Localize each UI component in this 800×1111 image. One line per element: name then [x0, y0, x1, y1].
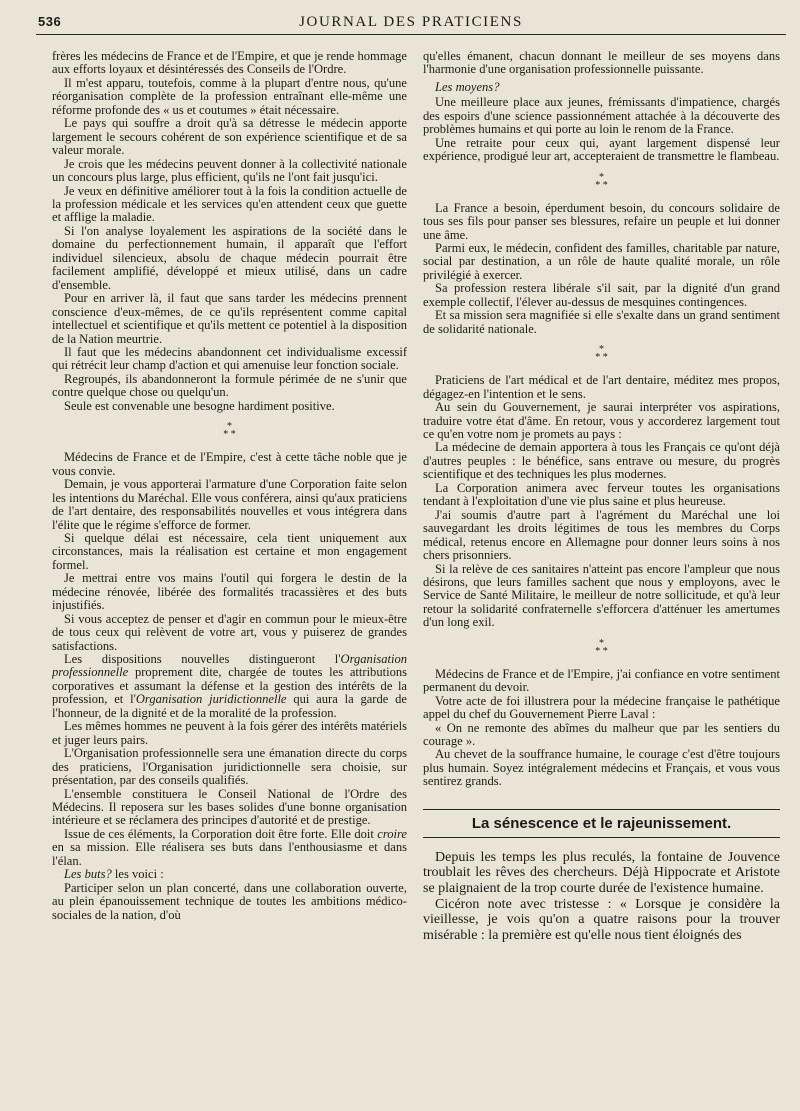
paragraph — [52, 653, 407, 720]
separator-stars: * * — [595, 352, 608, 364]
paragraph: Il m'est apparu, toutefois, comme à la plupart d'entre nous, qu'une réorganisation complète de la profession entraînant elle-même une réforme profonde des « us et coutumes » était nécessaire. — [52, 75, 407, 117]
paragraph: frères les médecins de France et de l'Empire, et que je rende hommage aux efforts loyaux et désintéressés des Conseils de l'Ordre. — [52, 50, 407, 77]
paragraph: Si la relève de ces sanitaires n'atteint pas encore l'ampleur que nous désirons, que leurs familles sachent que nous y employons, avec le Service de Santé Militaire, le meilleur de notre sollicitude, et qu'à leur retour la solidarité confraternelle s'efforcera d'atténuer les amertumes d'un long exil. — [423, 561, 780, 630]
paragraph: qu'elles émanent, chacun donnant le meilleur de ses moyens dans l'harmonie d'une organisation professionnelle puissante. — [423, 50, 780, 77]
subheading: Les moyens? — [435, 79, 500, 94]
emphasis: Organisation professionnelle — [52, 652, 407, 680]
paragraph: L'Organisation professionnelle sera une émanation directe du corps des praticiens, l'Organisation juridictionnelle sera choisie, sur présentation, par des conseils qualifiés. — [52, 746, 407, 788]
right-column — [423, 50, 780, 1103]
separator-stars: * * — [595, 179, 608, 191]
text-run: les voici : — [111, 867, 164, 882]
paragraph — [52, 828, 407, 868]
separator-star: * — [599, 637, 604, 649]
emphasis: croire — [377, 826, 407, 841]
emphasis: Les buts? — [64, 867, 112, 882]
paragraph: Au chevet de la souffrance humaine, le courage c'est d'être toujours plus humain. Soyez intégralement médecins et Français, et vous vous sentirez grands. — [423, 747, 780, 789]
journal-title: JOURNAL DES PRATICIENS — [299, 14, 523, 30]
separator-star: * — [599, 171, 604, 183]
paragraph: Au sein du Gouvernement, je saurai interpréter vos aspirations, traduire votre état d'âme. En retour, vous y accorderez largement tout ce qu'en votre nom je promets au pays : — [423, 400, 780, 441]
separator-stars: * * — [223, 429, 236, 441]
paragraph: Médecins de France et de l'Empire, c'est à cette tâche noble que je vous convie. — [52, 450, 407, 478]
article-title: La sénescence et le rajeunissement. — [423, 809, 780, 838]
emphasis: Organisation juridictionnelle — [135, 692, 287, 707]
paragraph: Regroupés, ils abandonneront la formule périmée de ne s'unir que contre quelque chose ou quelqu'un. — [52, 371, 407, 400]
paragraph: Depuis les temps les plus reculés, la fontaine de Jouvence troublait les rêves des chercheurs. Déjà Hippocrate et Aristote se plaignaient de la trop courte durée de l'existence humaine. — [423, 849, 780, 897]
page-number: 536 — [38, 14, 62, 29]
paragraph: Si l'on analyse loyalement les aspirations de la société dans le domaine du perfectionnement humain, il apparaît que l'effort individuel silencieux, absolu de chaque médecin pourrait être facilement amplifié, développé et mieux utilisé, dans un cadre d'ensemble. — [52, 223, 407, 292]
paragraph: « On ne remonte des abîmes du malheur que par les sentiers du courage ». — [423, 720, 780, 749]
paragraph: Cicéron note avec tristesse : « Lorsque je considère la vieillesse, je vois qu'on a quatre raisons pour la trouver misérable : la première est qu'elle nous tient éloignés des — [423, 896, 780, 943]
text-run: Issue de ces éléments, la Corporation doit être forte. Elle doit — [64, 826, 378, 841]
paragraph: Je crois que les médecins peuvent donner à la collectivité nationale un concours plus large, plus efficient, qu'ils ne l'ont fait jusqu'ici. — [52, 156, 407, 185]
paragraph: La médecine de demain apportera à tous les Français ce qu'ont déjà d'autres peuples : le bénéfice, sans entrave ou mesure, du progrès scientifique et des techniques les plus modernes. — [423, 440, 780, 482]
paragraph: Votre acte de foi illustrera pour la médecine française le pathétique appel du chef du Gouvernement Pierre Laval : — [423, 693, 780, 722]
paragraph: Parmi eux, le médecin, confident des familles, charitable par nature, social par destination, a un rôle de haute qualité morale, un rôle privilégié à exercer. — [423, 240, 780, 282]
paragraph: Praticiens de l'art médical et de l'art dentaire, méditez mes propos, dégagez-en l'intention et le sens. — [423, 373, 780, 401]
paragraph: Demain, je vous apporterai l'armature d'une Corporation faite selon les intentions du Maréchal. Elle vous conférera, ainsi qu'aux praticiens de l'art dentaire, des responsabilités nouvelles et vous intégrera dans l'élite que le régime s'efforce de former. — [52, 477, 407, 532]
text-run: proprement dite, chargée de toutes les attributions corporatives et assumant la défense et la gestion des intérêts de la profession, et l' — [52, 665, 407, 707]
section-separator — [52, 423, 407, 439]
text-run: en sa mission. Elle réalisera ses buts dans l'enthousiasme et dans l'élan. — [52, 840, 407, 868]
paragraph — [52, 868, 407, 881]
paragraph: Participer selon un plan concerté, dans une collaboration ouverte, au plein épanouissement technique de toutes les ambitions médico-sociales de la nation, d'où — [52, 880, 407, 922]
paragraph: L'ensemble constituera le Conseil National de l'Ordre des Médecins. Il reposera sur les bases solides d'une bonne organisation intérieure et se réclamera des principes d'autorité et de prestige. — [52, 786, 407, 828]
paragraph: Je veux en définitive améliorer tout à la fois la condition actuelle de la profession médicale et les services qu'en attendent ceux que guette et afflige la maladie. — [52, 183, 407, 225]
paragraph: J'ai soumis d'autre part à l'agrément du Maréchal une loi sauvegardant les droits légitimes de tous les membres du Corps médical, retenus encore en Allemagne pour donner leurs soins à nos chers prisonniers. — [423, 507, 780, 563]
paragraph: La Corporation animera avec ferveur toutes les organisations tendant à l'exploitation d'une vie plus saine et plus heureuse. — [423, 480, 780, 509]
paragraph: Et sa mission sera magnifiée si elle s'exalte dans un grand sentiment de solidarité nationale. — [423, 308, 780, 336]
paragraph: Médecins de France et de l'Empire, j'ai confiance en votre sentiment permanent du devoir. — [423, 666, 780, 695]
paragraph: Le pays qui souffre a droit qu'à sa détresse le médecin apporte largement le secours cohérent de son expérience scientifique et de sa valeur morale. — [52, 116, 407, 158]
left-column — [52, 50, 407, 1103]
section-separator — [423, 346, 780, 362]
separator-stars: * * — [595, 645, 608, 657]
paragraph: Il faut que les médecins abandonnent cet individualisme excessif qui rétrécit leur champ d'action et qui amenuise leur fonction sociale. — [52, 344, 407, 373]
paragraph: Si vous acceptez de penser et d'agir en commun pour le mieux-être de tous ceux qui relèvent de votre art, vous y puiserez de grandes satisfactions. — [52, 611, 407, 653]
text-run: Les dispositions nouvelles distingueront l' — [64, 652, 341, 667]
paragraph: Seule est convenable une besogne hardiment positive. — [64, 398, 335, 413]
paragraph: La France a besoin, éperdument besoin, du concours solidaire de tous ses fils pour panser ses blessures, refaire un peuple et lui donner une âme. — [423, 200, 780, 242]
paragraph: Sa profession restera libérale s'il sait, par la dignité d'un grand exemple collectif, l'élever au-dessus de mesquines contingences. — [423, 281, 780, 309]
separator-star: * — [599, 344, 604, 356]
paragraph: Une meilleure place aux jeunes, frémissants d'impatience, chargés des espoirs d'une science passionnément attachée à la découverte des problèmes humains et qui porte au loin le renom de la France. — [423, 95, 780, 137]
paragraph: Si quelque délai est nécessaire, cela tient uniquement aux circonstances, mais la réalisation est certaine et mon engagement formel. — [52, 530, 407, 572]
paragraph: Une retraite pour ceux qui, ayant largement dispensé leur expérience, prodigué leur art, accepteraient de transmettre le flambeau. — [423, 135, 780, 164]
section-separator — [423, 171, 780, 191]
page-header — [36, 8, 786, 35]
paragraph: Je mettrai entre vos mains l'outil qui forgera le destin de la médecine rénovée, libérée des formalités tracassières et des buts injustifiés. — [52, 571, 407, 613]
text-run: qui aura la garde de l'honneur, de la dignité et de la moralité de la profession. — [52, 692, 407, 720]
section-separator — [423, 637, 780, 657]
paragraph: Pour en arriver là, il faut que sans tarder les médecins prennent conscience d'eux-mêmes, de ce qu'ils représentent comme capital intellectuel et scientifique et qu'ils mettent ce potentiel à la disposition de la Nation meurtrie. — [52, 291, 407, 346]
paragraph: Les mêmes hommes ne peuvent à la fois gérer des intérêts matériels et juger leurs pairs. — [52, 719, 407, 747]
separator-star: * — [227, 421, 232, 433]
